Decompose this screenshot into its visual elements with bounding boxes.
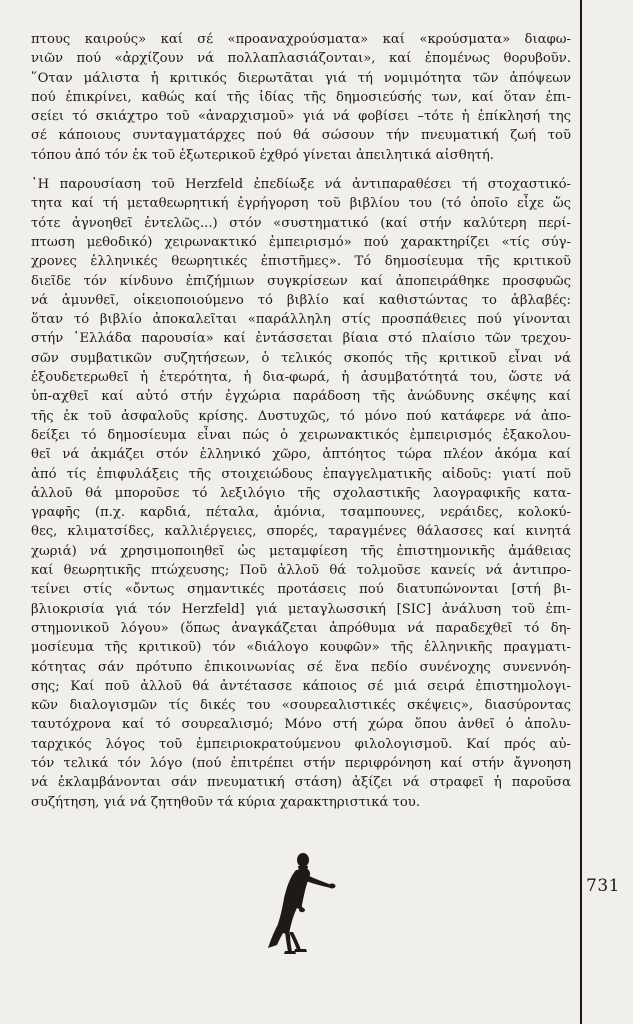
text-line: ταρχικός λόγος τοῦ ἐμπειριοκρατούμενου φιλολογισμοῦ. Καί πρός αὐ- — [31, 736, 571, 752]
paragraph-1 — [31, 30, 571, 165]
text-line: θες, κλιματσίδες, καλλιέργειες, σπορές, ταραγμένες θάλασσες καί κινητά — [31, 524, 571, 540]
bowing-man-silhouette-icon — [255, 848, 345, 958]
text-line: κῶν διαλογισμῶν τίς δικές του «σουρεαλιστικές σκέψεις», διασύροντας — [31, 698, 571, 714]
text-line: πού ἐπικρίνει, καθώς καί τῆς ἰδίας τῆς δημοσιεύσής των, καί ὅταν ἐπι- — [31, 89, 571, 105]
text-line: πτους καιρούς» καί σέ «προαναχρούσματα» καί «κρούσματα» διαφω- — [31, 32, 571, 47]
text-line: τῆς ἐκ τοῦ ἀσφαλοῦς κρίσης. Δυστυχῶς, τό μόνο πού κατάφερε νά ἀπο- — [31, 408, 571, 424]
text-line: ὅταν τό βιβλίο ἀποκαλεῖται «παράλληλη στίς προσπάθειες πού γίνονται — [31, 312, 571, 328]
page-number: 731 — [586, 876, 620, 896]
text-line: χρονες ἑλληνικές θεωρητικές ἐπιστῆμες». Τό δημοσίευμα τῆς κριτικοῦ — [31, 254, 571, 270]
margin-rule — [580, 0, 582, 1024]
text-line: τότε ἀγνοηθεῖ ἐντελῶς...) στόν «συστηματικό (καί στήν καλύτερη περί- — [31, 215, 571, 231]
text-line: ὑπ-αχθεῖ καί αὐτό στήν ἐγχώρια παράδοση τῆς ἀνώδυνης σκέψης καί — [31, 389, 571, 405]
body-text — [31, 30, 571, 812]
text-line: ἀλλοῦ θά μποροῦσε τό λεξιλόγιο τῆς σχολαστικῆς λαογραφικῆς κατα- — [31, 485, 571, 501]
text-line: σέ κάποιους συνταγματάρχες πού θά σώσουν τήν πνευματική ζωή τοῦ — [31, 128, 571, 144]
paragraph-2 — [31, 175, 571, 812]
text-line: διεῖδε τόν κίνδυνο ἐπιζήμιων συγκρίσεων καί ἀποπειράθηκε προσφυῶς — [31, 273, 571, 289]
text-line: στήν ῾Ελλάδα παρουσία» καί ἐντάσσεται βίαια στό πλαίσιο τῶν τρεχου- — [31, 331, 571, 347]
text-line: ἀπό τίς ἐπιφυλάξεις τῆς στοιχειώδους ἐπαγγελματικῆς αἰδοῦς: γιατί ποῦ — [31, 466, 571, 482]
text-line: τητα καί τή μεταθεωρητική ἐγρήγορση τοῦ βιβλίου του (τό ὁποῖο εἶχε ὥς — [31, 196, 571, 212]
text-line: πτωση μεθοδικό) χειρωνακτικό ἐμπειρισμό» πού χαρακτηρίζει «τίς σύγ- — [31, 234, 571, 250]
text-line: δείξει τό δημοσίευμα εἶναι πώς ὁ χειρωνακτικός ἐμπειρισμός ἐξακολου- — [31, 427, 571, 443]
text-line: χωριά) νά χρησιμοποιηθεῖ ὡς μεταμφίεση τῆς ἐπιστημονικῆς ἀμάθειας — [31, 543, 571, 559]
text-line: κότητας σάν πρότυπο ἐπικοινωνίας σέ ἕνα πεδίο συνένοχης συνεννόη- — [31, 659, 571, 675]
text-line: νιῶν πού «ἀρχίζουν νά πολλαπλασιάζονται», καί ἐπομένως θορυβοῦν. — [31, 51, 571, 67]
text-line: ῾Η παρουσίαση τοῦ Herzfeld ἐπεδίωξε νά ἀντιπαραθέσει τή στοχαστικό- — [31, 177, 571, 193]
text-line: ταυτόχρονα καί τό σουρεαλισμό; Μόνο στή χώρα ὅπου ἀνθεῖ ὁ ἀπολυ- — [31, 717, 571, 733]
text-line: σῶν συμβατικῶν συζητήσεων, ὁ τελικός σκοπός τῆς κριτικοῦ εἶναι νά — [31, 350, 571, 366]
text-line: τόπου ἀπό τόν ἐκ τοῦ ἐξωτερικοῦ ἐχθρό γίνεται ἀπειλητικά αἰσθητή. — [31, 147, 494, 163]
text-line: στημονικοῦ λόγου» (ὅπως ἀναγκάζεται ἀπρόθυμα νά παραδεχθεῖ τό δη- — [31, 620, 571, 636]
text-line: ῞Οταν μάλιστα ἡ κριτικός διερωτᾶται γιά τή νομιμότητα τῶν ἀπόψεων — [31, 70, 571, 86]
text-line: θεῖ νά ἀκμάζει στόν ἑλληνικό χῶρο, ἀπτόητος τώρα πλέον ἀκόμα καί — [31, 447, 571, 463]
text-line: βλιοκρισία γιά τόν Herzfeld] γιά μεταγλωσσική [SIC] ἀνάλυση τοῦ ἐπι- — [31, 601, 571, 617]
text-line: σείει τό σκιάχτρο τοῦ «ἀναρχισμοῦ» γιά νά φοβίσει –τότε ἡ ἐπίκλησή της — [31, 109, 571, 125]
text-line: τόν τελικά τόν λόγο (πού ἐπιτρέπει στήν περιφρόνηση καί στήν ἄγνοηση — [31, 755, 571, 771]
text-line: ἐξουδετερωθεῖ ἡ ἑτερότητα, ἡ δια-φωρά, ἡ ἀσυμβατότητά του, ὥστε νά — [31, 370, 571, 386]
text-line: γραφῆς (π.χ. καρδιά, πέταλα, ἀμόνια, τσαμπουνες, νεράιδες, κολοκύ- — [31, 505, 571, 521]
text-line: καί θεωρητικῆς πτώχευσης; Ποῦ ἀλλοῦ θά τολμοῦσε κανείς νά ἀντιπρο- — [31, 563, 571, 579]
text-line: τείνει στίς «ὄντως σημαντικές προτάσεις πού διατυπώνονται [στή βι- — [31, 582, 571, 598]
text-line: συζήτηση, γιά νά ζητηθοῦν τά κύρια χαρακτηριστικά του. — [31, 794, 421, 810]
text-line: νά ἐκλαμβάνονται σάν πνευματική στάση) ἀξίζει νά στραφεῖ ἡ παροῦσα — [31, 775, 571, 791]
text-line: σης; Καί ποῦ ἀλλοῦ θά ἀντέτασσε κάποιος σέ μιά σειρά ἐπιστημολογι- — [31, 678, 571, 694]
text-line: μοσίευμα τῆς κριτικοῦ) τόν «διάλογο κουφῶν» τῆς ἑλληνικῆς πραγματι- — [31, 640, 571, 656]
text-line: νά ἀμυνθεῖ, οἰκειοποιούμενο τό βιβλίο καί καθιστώντας το ἀβλαβές: — [31, 292, 571, 308]
